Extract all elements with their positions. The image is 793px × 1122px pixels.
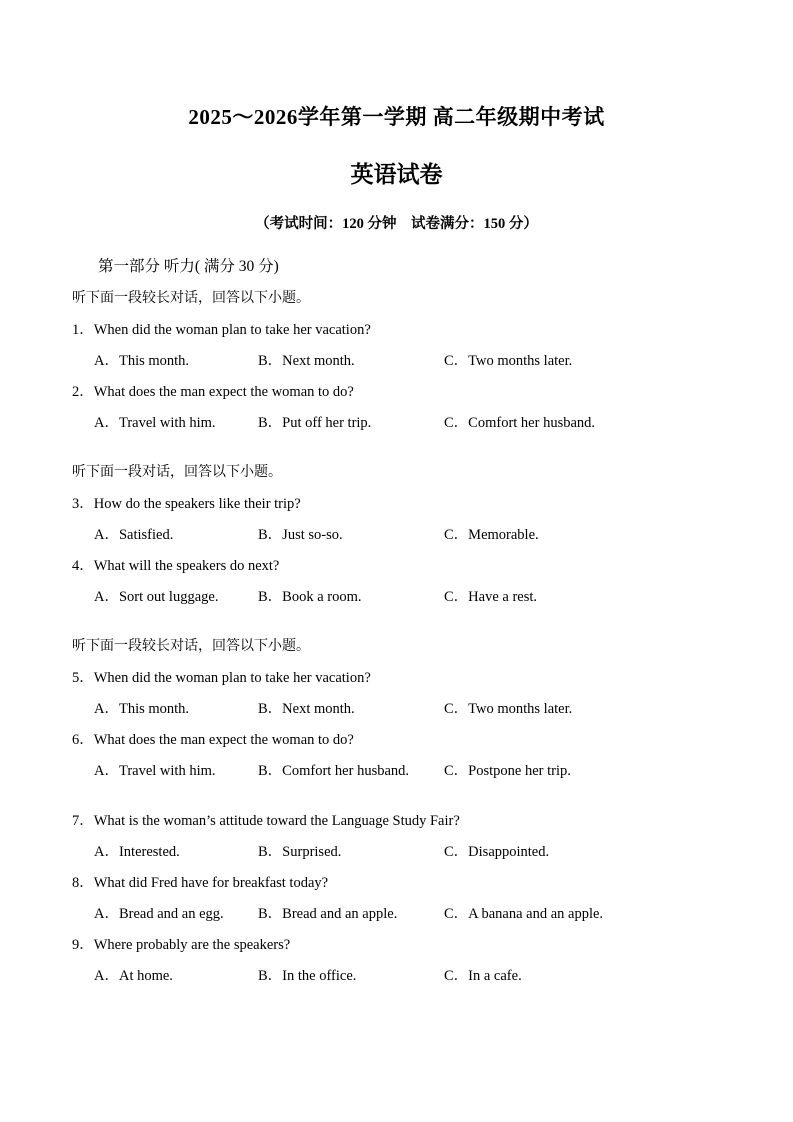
option-a: A．Sort out luggage.	[94, 588, 219, 605]
exam-title: 2025～2026学年第一学期 高二年级期中考试	[188, 105, 605, 129]
question-text: 6．What does the man expect the woman to do?	[72, 731, 354, 748]
option-a: A．At home.	[94, 967, 173, 984]
section-title: 第一部分 听力( 满分 30 分)	[98, 257, 279, 275]
option-a: A．This month.	[94, 352, 190, 369]
option-a: A．Travel with him.	[94, 762, 216, 779]
option-b: B．Just so-so.	[258, 526, 343, 543]
question-group	[72, 289, 721, 433]
option-c: C．Memorable.	[444, 526, 539, 543]
question-text: 1．When did the woman plan to take her vacation?	[72, 321, 371, 338]
question-text: 3．How do the speakers like their trip?	[72, 495, 301, 512]
option-row	[72, 966, 721, 986]
question-text: 5．When did the woman plan to take her vacation?	[72, 669, 371, 686]
option-c: C．Two months later.	[444, 700, 573, 717]
option-a: A．Satisfied.	[94, 526, 174, 543]
question-group	[72, 463, 721, 607]
exam-info: （考试时间：120 分钟 试卷满分：150 分）	[255, 216, 538, 233]
listening-instruction: 听下面一段较长对话，回答以下小题。	[72, 638, 310, 654]
option-c: C．Disappointed.	[444, 843, 550, 860]
listening-instruction: 听下面一段较长对话，回答以下小题。	[72, 290, 310, 306]
option-c: C．Comfort her husband.	[444, 414, 596, 431]
option-b: B．Put off her trip.	[258, 414, 372, 431]
option-c: C．In a cafe.	[444, 967, 522, 984]
option-c: C．Have a rest.	[444, 588, 538, 605]
option-c: C．A banana and an apple.	[444, 905, 604, 922]
question-text: 8．What did Fred have for breakfast today?	[72, 874, 329, 891]
option-b: B．Book a room.	[258, 588, 362, 605]
question-groups	[72, 289, 721, 986]
option-row	[72, 842, 721, 862]
question-text: 9．Where probably are the speakers?	[72, 936, 291, 953]
option-row	[72, 413, 721, 433]
option-row	[72, 351, 721, 371]
option-a: A．Bread and an egg.	[94, 905, 224, 922]
option-b: B．Surprised.	[258, 843, 342, 860]
option-b: B．Comfort her husband.	[258, 762, 410, 779]
option-row	[72, 587, 721, 607]
option-b: B．In the office.	[258, 967, 357, 984]
question-text: 7．What is the woman’s attitude toward the Language Study Fair?	[72, 812, 460, 829]
option-row	[72, 761, 721, 781]
option-a: A．This month.	[94, 700, 190, 717]
question-group	[72, 811, 721, 986]
option-c: C．Postpone her trip.	[444, 762, 571, 779]
option-a: A．Interested.	[94, 843, 180, 860]
option-row	[72, 525, 721, 545]
option-a: A．Travel with him.	[94, 414, 216, 431]
option-row	[72, 904, 721, 924]
option-b: B．Bread and an apple.	[258, 905, 398, 922]
listening-instruction: 听下面一段对话，回答以下小题。	[72, 464, 282, 480]
question-text: 4．What will the speakers do next?	[72, 557, 280, 574]
option-b: B．Next month.	[258, 352, 355, 369]
option-c: C．Two months later.	[444, 352, 573, 369]
exam-subtitle: 英语试卷	[350, 162, 443, 188]
question-group	[72, 637, 721, 781]
question-text: 2．What does the man expect the woman to do?	[72, 383, 354, 400]
option-b: B．Next month.	[258, 700, 355, 717]
option-row	[72, 699, 721, 719]
